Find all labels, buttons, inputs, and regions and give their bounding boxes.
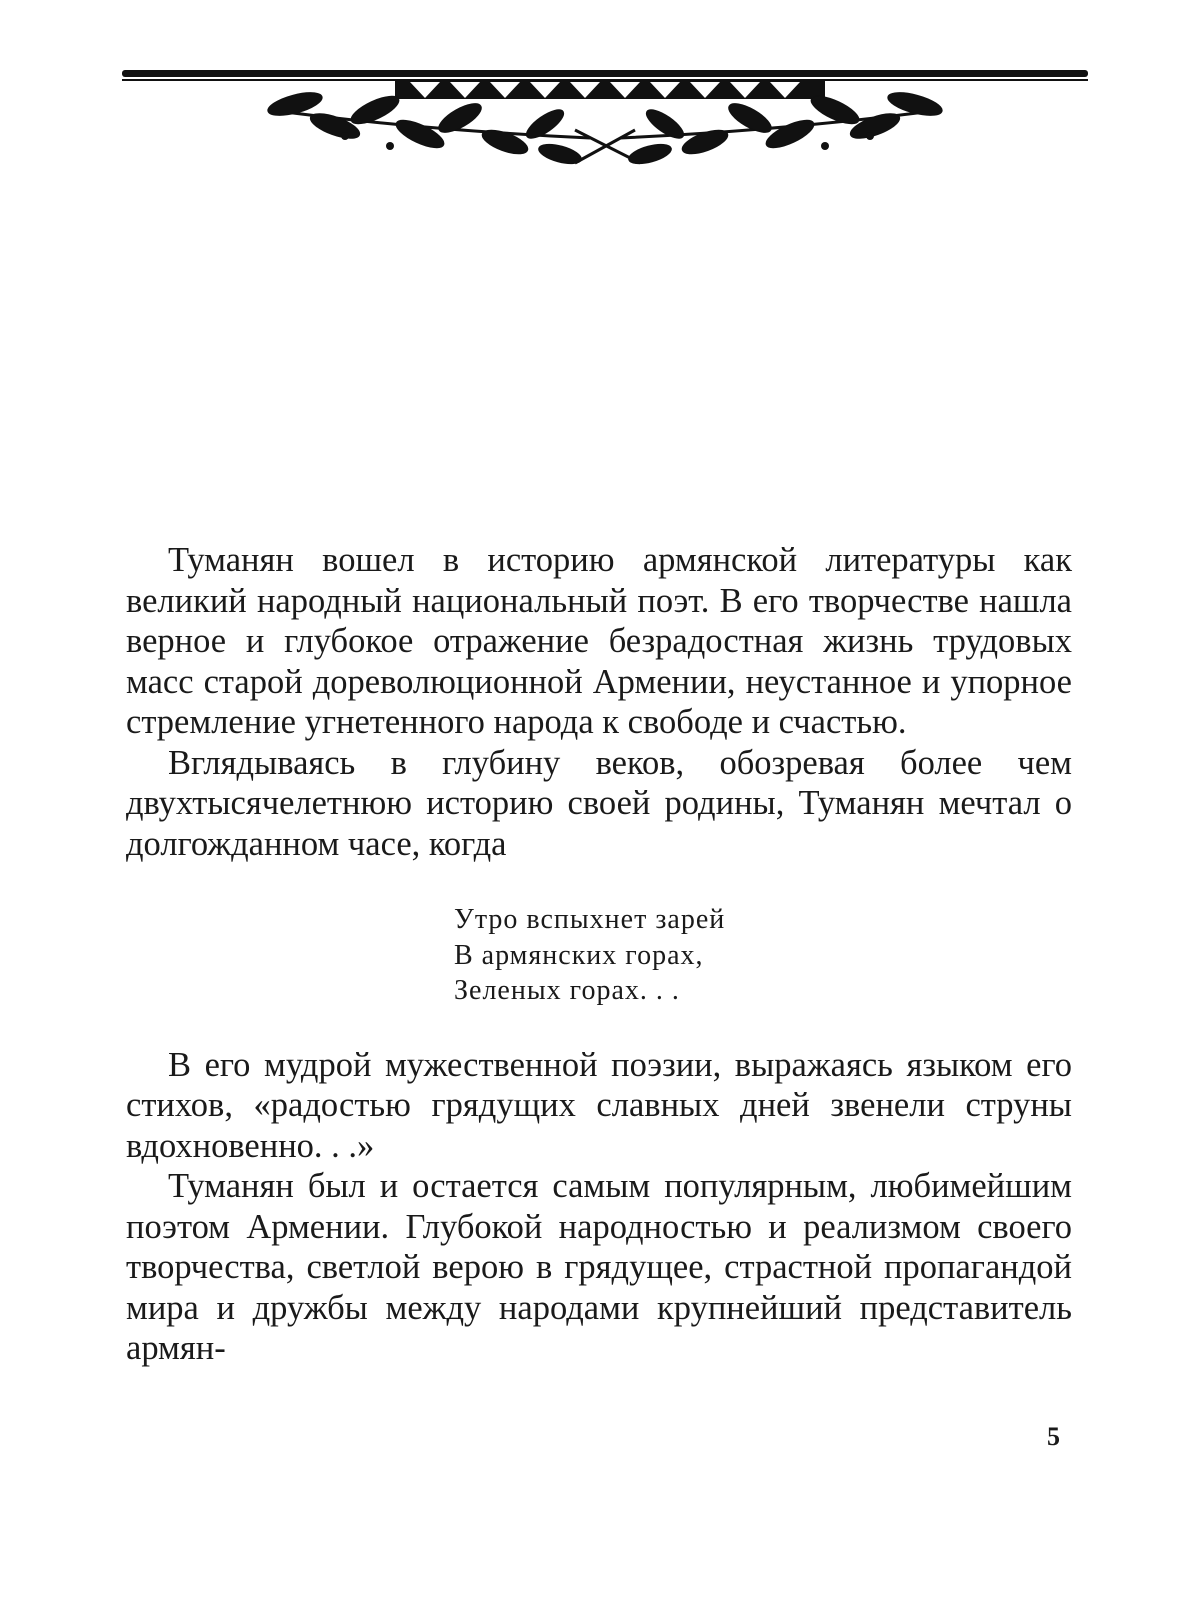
verse-line: Утро вспыхнет зарей (454, 904, 726, 935)
laurel-ornament-headpiece (120, 58, 1095, 178)
paragraph: Туманян вошел в историю армянской литературы как великий народный национальный поэт. В его творчестве нашла верное и глубокое отражение безрадостная жизнь трудовых масс старой дореволюционной Армении, неустанное и упорное стремление угнетенного народа к свободе и счастью. (126, 541, 1072, 741)
page-number: 5 (1047, 1422, 1060, 1451)
paragraph: Туманян был и остается самым популярным, любимейшим поэтом Армении. Глубокой народностью и реализмом своего творчества, светлой верою в грядущее, страстной пропагандой мира и дружбы между народами крупнейший представитель армян- (126, 1167, 1072, 1367)
verse-line: В армянских горах, (454, 939, 704, 971)
paragraph: Вглядываясь в глубину веков, обозревая более чем двухтысячелетнюю историю своей родины, Туманян мечтал о долгожданном часе, когда (126, 743, 1072, 863)
verse-line: Зеленых горах. . . (454, 975, 680, 1006)
main-text (126, 540, 1072, 1369)
verse-quote (454, 902, 1072, 1009)
paragraph: В его мудрой мужественной поэзии, выражаясь языком его стихов, «радостью грядущих славных дней звенели струны вдохновенно. . .» (126, 1045, 1072, 1165)
